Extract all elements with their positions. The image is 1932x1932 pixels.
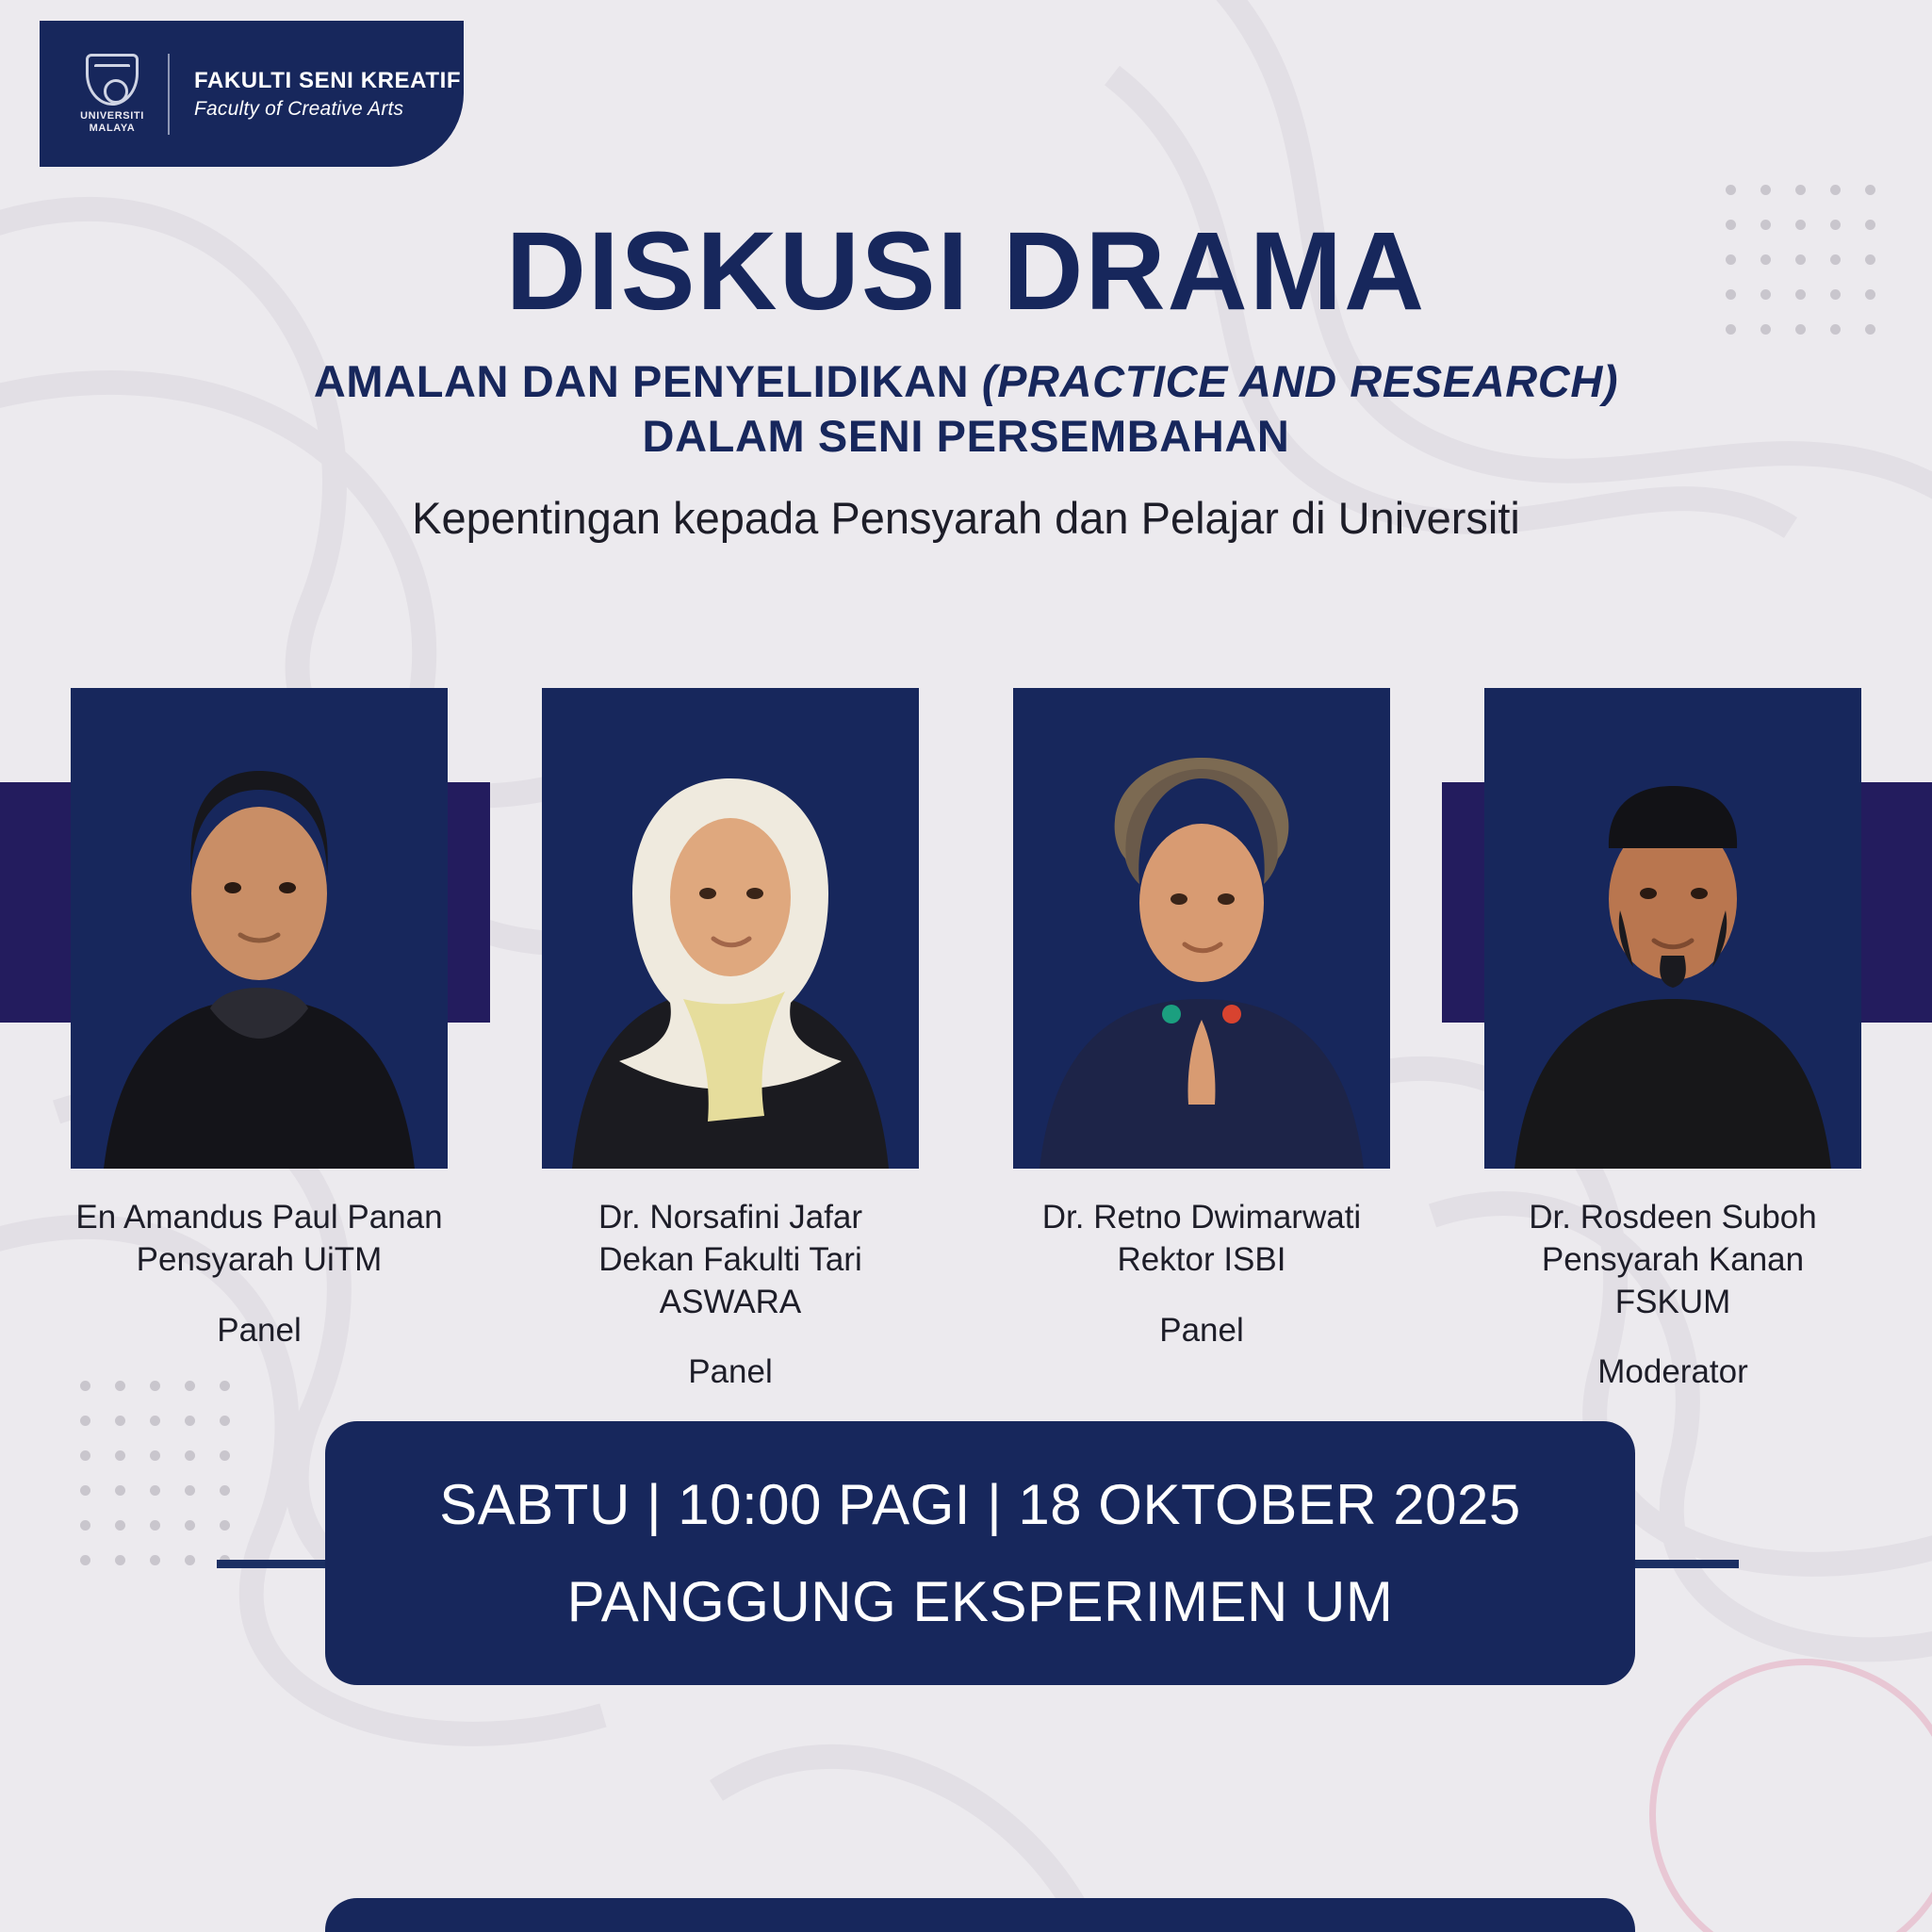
- speaker-name-line-2: Pensyarah Kanan FSKUM: [1541, 1240, 1805, 1320]
- speaker-name-line-2: Dekan Fakulti Tari ASWARA: [598, 1240, 862, 1320]
- speaker-photo-rosdeen-suboh: [1484, 688, 1861, 1169]
- speaker-name-line-1: En Amandus Paul Panan: [75, 1199, 443, 1236]
- crest-line-1: UNIVERSITI: [80, 110, 144, 123]
- university-crest-icon: [77, 54, 147, 135]
- speaker-name: [71, 1197, 448, 1282]
- speaker-name: [1484, 1197, 1861, 1323]
- speaker-name-line-2: Rektor ISBI: [1117, 1240, 1286, 1278]
- faculty-name-en: Faculty of Creative Arts: [194, 97, 404, 120]
- speaker-role: Panel: [217, 1311, 302, 1349]
- subtitle-line-2: DALAM SENI PERSEMBAHAN: [642, 410, 1290, 461]
- logo-divider: [168, 54, 170, 135]
- event-datetime: SABTU | 10:00 PAGI | 18 OKTOBER 2025: [439, 1473, 1521, 1536]
- bottom-accent-bar: [325, 1898, 1635, 1932]
- speaker-card: [542, 688, 919, 1391]
- speaker-role: Moderator: [1597, 1353, 1748, 1391]
- speaker-name-line-1: Dr. Retno Dwimarwati: [1041, 1199, 1362, 1236]
- speaker-name-line-1: Dr. Rosdeen Suboh: [1529, 1199, 1817, 1236]
- poster-headings: [0, 209, 1932, 547]
- speaker-card: [71, 688, 448, 1391]
- subtitle-italic: (PRACTICE AND RESEARCH): [981, 356, 1619, 407]
- poster-subtitle: [0, 354, 1932, 463]
- subtitle-plain: AMALAN DAN PENYELIDIKAN: [313, 356, 982, 407]
- university-logo-badge: [40, 21, 464, 167]
- speaker-list: [0, 688, 1932, 1391]
- event-venue: PANGGUNG EKSPERIMEN UM: [566, 1570, 1394, 1633]
- dot-grid-bottom-left: [80, 1381, 230, 1565]
- speaker-role: Panel: [1159, 1311, 1244, 1349]
- speaker-name-line-2: Pensyarah UiTM: [136, 1240, 383, 1278]
- speaker-photo-retno-dwimarwati: [1013, 688, 1390, 1169]
- crest-line-2: MALAYA: [89, 122, 136, 134]
- poster-description: Kepentingan kepada Pensyarah dan Pelajar di Universiti: [412, 493, 1520, 544]
- speaker-name: [542, 1197, 919, 1323]
- speaker-role: Panel: [688, 1353, 773, 1391]
- speaker-card: [1013, 688, 1390, 1391]
- speaker-photo-amandus-paul-panan: [71, 688, 448, 1169]
- speaker-card: [1484, 688, 1861, 1391]
- faculty-name-ms: FAKULTI SENI KREATIF: [194, 67, 462, 93]
- page-title: DISKUSI DRAMA: [505, 209, 1427, 334]
- speaker-photo-norsafini-jafar: [542, 688, 919, 1169]
- speaker-name: [1013, 1197, 1390, 1282]
- speaker-name-line-1: Dr. Norsafini Jafar: [598, 1199, 863, 1236]
- event-details-banner: [325, 1421, 1635, 1685]
